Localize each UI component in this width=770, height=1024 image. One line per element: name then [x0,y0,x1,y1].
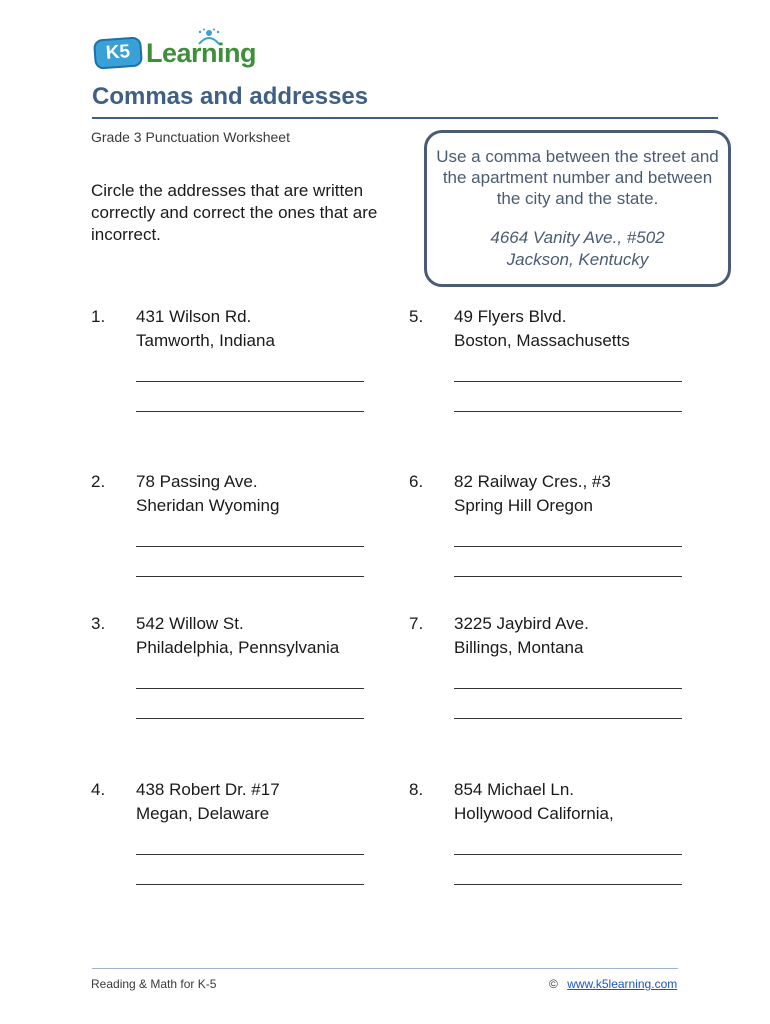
item-street: 49 Flyers Blvd. [454,307,567,326]
footer-tagline: Reading & Math for K-5 [91,977,217,991]
item-address [454,612,589,660]
logo-figure-icon [196,28,222,46]
worksheet-subtitle: Grade 3 Punctuation Worksheet [91,129,290,145]
item-city-state: Tamworth, Indiana [136,331,275,350]
item-street: 431 Wilson Rd. [136,307,252,326]
answer-line[interactable] [136,854,364,855]
item-address [136,612,339,660]
answer-line[interactable] [454,576,682,577]
item-street: 78 Passing Ave. [136,472,258,491]
rule-example-line1: 4664 Vanity Ave., #502 [490,228,665,247]
answer-line[interactable] [454,718,682,719]
item-number: 4. [91,780,106,799]
logo-word: Learning [146,38,257,68]
item-address [454,778,614,826]
item-city-state: Megan, Delaware [136,804,270,823]
rule-text: Use a comma between the street and the apartment number and between the city and the state. [436,147,719,208]
footer-divider [92,968,678,969]
item-address [454,305,630,353]
answer-line[interactable] [136,381,364,382]
item-city-state: Hollywood California, [454,804,614,823]
item-address [454,470,611,518]
logo-badge [93,36,143,69]
item-number: 3. [91,614,106,633]
item-street: 438 Robert Dr. #17 [136,780,280,799]
answer-line[interactable] [454,688,682,689]
rule-example-line2: Jackson, Kentucky [506,250,649,269]
answer-line[interactable] [454,411,682,412]
item-city-state: Boston, Massachusetts [454,331,630,350]
item-address [136,470,279,518]
answer-line[interactable] [136,718,364,719]
item-street: 82 Railway Cres., #3 [454,472,611,491]
answer-line[interactable] [136,884,364,885]
item-city-state: Billings, Montana [454,638,584,657]
title-divider [92,117,718,119]
page-title: Commas and addresses [92,83,369,110]
k5-learning-logo [92,28,262,74]
item-number: 1. [91,307,106,326]
item-street: 3225 Jaybird Ave. [454,614,589,633]
item-number: 6. [409,472,424,491]
answer-line[interactable] [136,411,364,412]
item-number: 8. [409,780,424,799]
copyright-symbol: © [549,977,558,991]
item-city-state: Philadelphia, Pennsylvania [136,638,340,657]
footer-credit [549,977,677,991]
answer-line[interactable] [136,576,364,577]
answer-line[interactable] [454,546,682,547]
rule-box [424,130,731,287]
item-number: 5. [409,307,424,326]
website-link[interactable]: www.k5learning.com [567,977,678,991]
item-city-state: Sheridan Wyoming [136,496,280,515]
rule-example [427,227,728,271]
item-address [136,778,280,826]
item-number: 2. [91,472,106,491]
item-city-state: Spring Hill Oregon [454,496,593,515]
answer-line[interactable] [136,546,364,547]
item-address [136,305,275,353]
logo-badge-text: K5 [105,41,131,64]
item-street: 542 Willow St. [136,614,244,633]
instructions-text: Circle the addresses that are written correctly and correct the ones that are incorrect. [91,181,378,244]
answer-line[interactable] [454,381,682,382]
answer-line[interactable] [454,854,682,855]
item-number: 7. [409,614,424,633]
answer-line[interactable] [454,884,682,885]
answer-line[interactable] [136,688,364,689]
item-street: 854 Michael Ln. [454,780,575,799]
